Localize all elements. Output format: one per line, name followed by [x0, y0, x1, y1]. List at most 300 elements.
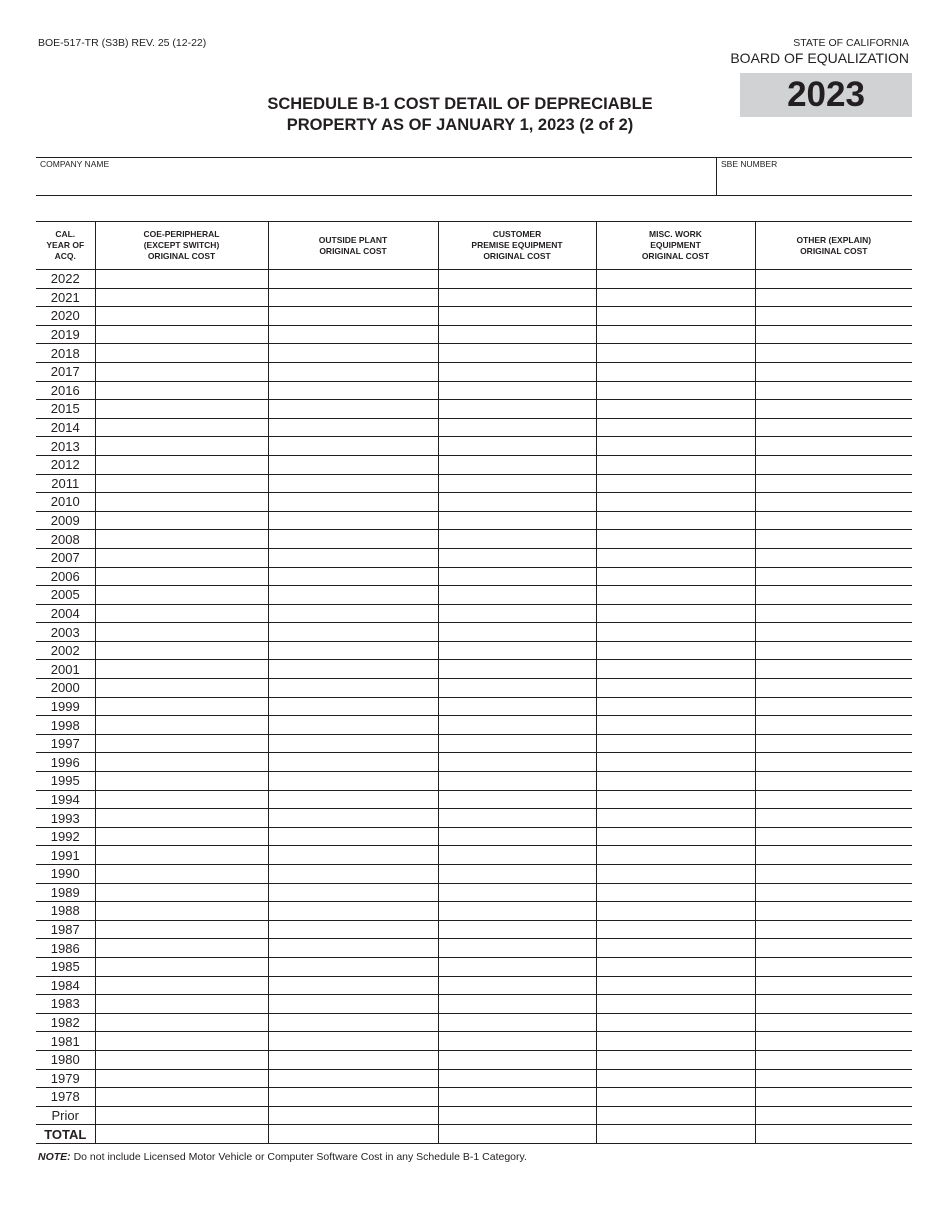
year-cell: 2020	[36, 307, 95, 326]
misc-work-cell[interactable]	[596, 697, 755, 716]
coe-peripheral-cell[interactable]	[95, 1088, 268, 1107]
outside-plant-cell[interactable]	[268, 1013, 438, 1032]
coe-peripheral-cell[interactable]	[95, 753, 268, 772]
total-coe-peripheral-cell[interactable]	[95, 1125, 268, 1144]
coe-peripheral-cell[interactable]	[95, 270, 268, 289]
coe-peripheral-cell[interactable]	[95, 772, 268, 791]
misc-work-cell[interactable]	[596, 1069, 755, 1088]
other-cell[interactable]	[755, 846, 912, 865]
customer-premise-cell[interactable]	[438, 530, 596, 549]
table-row	[36, 827, 912, 846]
year-cell: 2012	[36, 455, 95, 474]
total-label: TOTAL	[36, 1125, 95, 1144]
column-header-line: YEAR OF	[46, 240, 85, 250]
outside-plant-cell[interactable]	[268, 1032, 438, 1051]
customer-premise-cell[interactable]	[438, 902, 596, 921]
customer-premise-cell[interactable]	[438, 827, 596, 846]
customer-premise-cell[interactable]	[438, 455, 596, 474]
misc-work-cell[interactable]	[596, 827, 755, 846]
outside-plant-cell[interactable]	[268, 344, 438, 363]
year-cell: 2008	[36, 530, 95, 549]
misc-work-cell[interactable]	[596, 976, 755, 995]
other-cell[interactable]	[755, 716, 912, 735]
outside-plant-cell[interactable]	[268, 586, 438, 605]
outside-plant-cell[interactable]	[268, 400, 438, 419]
outside-plant-cell[interactable]	[268, 902, 438, 921]
outside-plant-cell[interactable]	[268, 530, 438, 549]
year-cell: 1981	[36, 1032, 95, 1051]
other-cell[interactable]	[755, 270, 912, 289]
column-header-line: CAL.	[55, 229, 76, 239]
table-row	[36, 995, 912, 1014]
other-cell[interactable]	[755, 995, 912, 1014]
total-other-cell[interactable]	[755, 1125, 912, 1144]
misc-work-cell[interactable]	[596, 883, 755, 902]
table-row	[36, 511, 912, 530]
outside-plant-cell[interactable]	[268, 362, 438, 381]
other-cell[interactable]	[755, 920, 912, 939]
coe-peripheral-cell[interactable]	[95, 920, 268, 939]
year-cell: 1993	[36, 809, 95, 828]
column-header-line: PREMISE EQUIPMENT	[471, 240, 563, 250]
customer-premise-cell[interactable]	[438, 1032, 596, 1051]
customer-premise-cell[interactable]	[438, 920, 596, 939]
year-cell: 1987	[36, 920, 95, 939]
misc-work-cell[interactable]	[596, 995, 755, 1014]
year-cell: 1988	[36, 902, 95, 921]
total-outside-plant-cell[interactable]	[268, 1125, 438, 1144]
customer-premise-cell[interactable]	[438, 809, 596, 828]
coe-peripheral-cell[interactable]	[95, 474, 268, 493]
coe-peripheral-cell[interactable]	[95, 865, 268, 884]
coe-peripheral-cell[interactable]	[95, 1050, 268, 1069]
customer-premise-cell[interactable]	[438, 1050, 596, 1069]
outside-plant-cell[interactable]	[268, 772, 438, 791]
misc-work-cell[interactable]	[596, 530, 755, 549]
customer-premise-cell[interactable]	[438, 586, 596, 605]
customer-premise-cell[interactable]	[438, 846, 596, 865]
other-cell[interactable]	[755, 790, 912, 809]
note-text: Do not include Licensed Motor Vehicle or Computer Software Cost in any Schedule B-1 Category.	[70, 1151, 527, 1163]
misc-work-cell[interactable]	[596, 325, 755, 344]
other-cell[interactable]	[755, 288, 912, 307]
coe-peripheral-cell[interactable]	[95, 827, 268, 846]
customer-premise-cell[interactable]	[438, 790, 596, 809]
other-cell[interactable]	[755, 957, 912, 976]
other-cell[interactable]	[755, 511, 912, 530]
outside-plant-cell[interactable]	[268, 939, 438, 958]
misc-work-cell[interactable]	[596, 344, 755, 363]
outside-plant-cell[interactable]	[268, 753, 438, 772]
outside-plant-cell[interactable]	[268, 474, 438, 493]
year-cell: 1990	[36, 865, 95, 884]
misc-work-cell[interactable]	[596, 474, 755, 493]
coe-peripheral-cell[interactable]	[95, 548, 268, 567]
year-cell: 1997	[36, 734, 95, 753]
year-cell: 1979	[36, 1069, 95, 1088]
customer-premise-cell[interactable]	[438, 1106, 596, 1125]
outside-plant-cell[interactable]	[268, 920, 438, 939]
misc-work-cell[interactable]	[596, 437, 755, 456]
other-cell[interactable]	[755, 753, 912, 772]
coe-peripheral-cell[interactable]	[95, 418, 268, 437]
customer-premise-cell[interactable]	[438, 957, 596, 976]
outside-plant-cell[interactable]	[268, 883, 438, 902]
misc-work-cell[interactable]	[596, 381, 755, 400]
outside-plant-cell[interactable]	[268, 679, 438, 698]
outside-plant-cell[interactable]	[268, 1069, 438, 1088]
year-cell: 2002	[36, 641, 95, 660]
other-cell[interactable]	[755, 344, 912, 363]
other-cell[interactable]	[755, 827, 912, 846]
sbe-number-field[interactable]	[716, 158, 912, 195]
misc-work-cell[interactable]	[596, 455, 755, 474]
customer-premise-cell[interactable]	[438, 679, 596, 698]
misc-work-cell[interactable]	[596, 1088, 755, 1107]
other-cell[interactable]	[755, 493, 912, 512]
form-id: BOE-517-TR (S3B) REV. 25 (12-22)	[38, 37, 207, 49]
outside-plant-cell[interactable]	[268, 734, 438, 753]
coe-peripheral-cell[interactable]	[95, 493, 268, 512]
coe-peripheral-cell[interactable]	[95, 437, 268, 456]
company-name-label: COMPANY NAME	[40, 159, 110, 169]
other-cell[interactable]	[755, 362, 912, 381]
misc-work-cell[interactable]	[596, 1013, 755, 1032]
note-label: NOTE:	[38, 1151, 71, 1163]
other-cell[interactable]	[755, 1013, 912, 1032]
other-cell[interactable]	[755, 641, 912, 660]
misc-work-cell[interactable]	[596, 548, 755, 567]
customer-premise-cell[interactable]	[438, 1013, 596, 1032]
coe-peripheral-cell[interactable]	[95, 660, 268, 679]
customer-premise-cell[interactable]	[438, 865, 596, 884]
misc-work-cell[interactable]	[596, 270, 755, 289]
table-row	[36, 697, 912, 716]
column-header-line: ACQ.	[54, 251, 76, 261]
table-row	[36, 772, 912, 791]
coe-peripheral-cell[interactable]	[95, 995, 268, 1014]
coe-peripheral-cell[interactable]	[95, 604, 268, 623]
customer-premise-cell[interactable]	[438, 288, 596, 307]
column-header-line: OTHER (EXPLAIN)	[796, 234, 872, 245]
coe-peripheral-cell[interactable]	[95, 307, 268, 326]
outside-plant-cell[interactable]	[268, 270, 438, 289]
other-cell[interactable]	[755, 567, 912, 586]
table-row	[36, 920, 912, 939]
other-cell[interactable]	[755, 734, 912, 753]
misc-work-cell[interactable]	[596, 288, 755, 307]
misc-work-cell[interactable]	[596, 307, 755, 326]
customer-premise-cell[interactable]	[438, 362, 596, 381]
coe-peripheral-cell[interactable]	[95, 641, 268, 660]
other-cell[interactable]	[755, 1050, 912, 1069]
other-cell[interactable]	[755, 1106, 912, 1125]
other-cell[interactable]	[755, 883, 912, 902]
misc-work-cell[interactable]	[596, 1032, 755, 1051]
customer-premise-cell[interactable]	[438, 567, 596, 586]
total-customer-premise-cell[interactable]	[438, 1125, 596, 1144]
year-cell: 1996	[36, 753, 95, 772]
coe-peripheral-cell[interactable]	[95, 400, 268, 419]
customer-premise-cell[interactable]	[438, 697, 596, 716]
outside-plant-cell[interactable]	[268, 827, 438, 846]
outside-plant-cell[interactable]	[268, 957, 438, 976]
customer-premise-cell[interactable]	[438, 1088, 596, 1107]
misc-work-cell[interactable]	[596, 586, 755, 605]
misc-work-cell[interactable]	[596, 846, 755, 865]
misc-work-cell[interactable]	[596, 418, 755, 437]
table-row	[36, 325, 912, 344]
company-name-field[interactable]	[36, 158, 716, 195]
coe-peripheral-cell[interactable]	[95, 1032, 268, 1051]
coe-peripheral-cell[interactable]	[95, 957, 268, 976]
table-row	[36, 809, 912, 828]
coe-peripheral-cell[interactable]	[95, 567, 268, 586]
misc-work-cell[interactable]	[596, 809, 755, 828]
other-cell[interactable]	[755, 809, 912, 828]
other-cell[interactable]	[755, 772, 912, 791]
outside-plant-cell[interactable]	[268, 697, 438, 716]
outside-plant-cell[interactable]	[268, 641, 438, 660]
customer-premise-cell[interactable]	[438, 734, 596, 753]
customer-premise-cell[interactable]	[438, 772, 596, 791]
outside-plant-cell[interactable]	[268, 604, 438, 623]
coe-peripheral-cell[interactable]	[95, 1013, 268, 1032]
customer-premise-cell[interactable]	[438, 753, 596, 772]
other-cell[interactable]	[755, 381, 912, 400]
customer-premise-cell[interactable]	[438, 418, 596, 437]
customer-premise-cell[interactable]	[438, 883, 596, 902]
identification-row	[36, 157, 912, 196]
customer-premise-cell[interactable]	[438, 381, 596, 400]
coe-peripheral-cell[interactable]	[95, 697, 268, 716]
misc-work-cell[interactable]	[596, 660, 755, 679]
table-row	[36, 1013, 912, 1032]
outside-plant-cell[interactable]	[268, 623, 438, 642]
customer-premise-cell[interactable]	[438, 493, 596, 512]
year-cell: 2007	[36, 548, 95, 567]
outside-plant-cell[interactable]	[268, 790, 438, 809]
year-cell: 1982	[36, 1013, 95, 1032]
customer-premise-cell[interactable]	[438, 939, 596, 958]
outside-plant-cell[interactable]	[268, 288, 438, 307]
customer-premise-cell[interactable]	[438, 325, 596, 344]
outside-plant-cell[interactable]	[268, 567, 438, 586]
table-row	[36, 344, 912, 363]
year-cell: 2009	[36, 511, 95, 530]
other-cell[interactable]	[755, 976, 912, 995]
misc-work-cell[interactable]	[596, 493, 755, 512]
customer-premise-cell[interactable]	[438, 716, 596, 735]
outside-plant-cell[interactable]	[268, 455, 438, 474]
year-column-header	[36, 222, 95, 270]
other-cell[interactable]	[755, 474, 912, 493]
year-cell: 2021	[36, 288, 95, 307]
misc-work-cell[interactable]	[596, 362, 755, 381]
table-row	[36, 902, 912, 921]
customer-premise-cell[interactable]	[438, 623, 596, 642]
misc-work-cell[interactable]	[596, 641, 755, 660]
coe-peripheral-cell[interactable]	[95, 344, 268, 363]
misc-work-cell[interactable]	[596, 902, 755, 921]
year-cell: 2019	[36, 325, 95, 344]
misc-work-cell[interactable]	[596, 957, 755, 976]
table-row	[36, 381, 912, 400]
misc-work-cell[interactable]	[596, 920, 755, 939]
other-cell[interactable]	[755, 623, 912, 642]
customer-premise-cell[interactable]	[438, 344, 596, 363]
table-row	[36, 660, 912, 679]
other-cell[interactable]	[755, 548, 912, 567]
coe-peripheral-cell[interactable]	[95, 846, 268, 865]
title-line-1: SCHEDULE B-1 COST DETAIL OF DEPRECIABLE	[267, 95, 653, 113]
other-cell[interactable]	[755, 437, 912, 456]
other-cell[interactable]	[755, 697, 912, 716]
other-cell[interactable]	[755, 902, 912, 921]
misc-work-cell[interactable]	[596, 400, 755, 419]
table-row	[36, 641, 912, 660]
outside-plant-cell[interactable]	[268, 1106, 438, 1125]
misc-work-cell[interactable]	[596, 567, 755, 586]
outside-plant-cell[interactable]	[268, 325, 438, 344]
customer-premise-cell[interactable]	[438, 641, 596, 660]
other-cell[interactable]	[755, 530, 912, 549]
misc-work-cell[interactable]	[596, 939, 755, 958]
other-cell[interactable]	[755, 865, 912, 884]
outside-plant-cell[interactable]	[268, 1088, 438, 1107]
coe-peripheral-cell[interactable]	[95, 1106, 268, 1125]
coe-peripheral-cell[interactable]	[95, 511, 268, 530]
customer-premise-cell[interactable]	[438, 660, 596, 679]
misc-work-cell[interactable]	[596, 511, 755, 530]
misc-work-cell[interactable]	[596, 753, 755, 772]
other-cell[interactable]	[755, 418, 912, 437]
customer-premise-cell[interactable]	[438, 270, 596, 289]
outside-plant-cell[interactable]	[268, 846, 438, 865]
table-row	[36, 530, 912, 549]
misc-work-cell[interactable]	[596, 790, 755, 809]
total-misc-work-cell[interactable]	[596, 1125, 755, 1144]
coe-peripheral-cell[interactable]	[95, 809, 268, 828]
coe-peripheral-cell[interactable]	[95, 381, 268, 400]
table-row	[36, 1032, 912, 1051]
other-cell[interactable]	[755, 1088, 912, 1107]
table-row	[36, 957, 912, 976]
customer-premise-cell[interactable]	[438, 307, 596, 326]
other-cell[interactable]	[755, 400, 912, 419]
outside-plant-cell[interactable]	[268, 381, 438, 400]
other-cell[interactable]	[755, 660, 912, 679]
coe-peripheral-cell[interactable]	[95, 1069, 268, 1088]
coe-peripheral-cell[interactable]	[95, 362, 268, 381]
other-cell[interactable]	[755, 307, 912, 326]
customer-premise-cell[interactable]	[438, 400, 596, 419]
table-row	[36, 716, 912, 735]
outside-plant-cell[interactable]	[268, 809, 438, 828]
outside-plant-cell[interactable]	[268, 493, 438, 512]
year-cell: 1995	[36, 772, 95, 791]
column-header-line: MISC. WORK	[649, 229, 702, 239]
other-cell[interactable]	[755, 1069, 912, 1088]
outside-plant-cell[interactable]	[268, 1050, 438, 1069]
customer-premise-cell[interactable]	[438, 604, 596, 623]
outside-plant-cell[interactable]	[268, 716, 438, 735]
table-row	[36, 734, 912, 753]
customer-premise-cell[interactable]	[438, 976, 596, 995]
misc-work-cell[interactable]	[596, 734, 755, 753]
misc-work-cell[interactable]	[596, 1106, 755, 1125]
misc-work-cell[interactable]	[596, 604, 755, 623]
outside-plant-cell[interactable]	[268, 660, 438, 679]
coe-peripheral-cell[interactable]	[95, 734, 268, 753]
coe-peripheral-cell[interactable]	[95, 679, 268, 698]
coe-peripheral-cell[interactable]	[95, 883, 268, 902]
misc-work-cell[interactable]	[596, 772, 755, 791]
coe-peripheral-cell[interactable]	[95, 325, 268, 344]
coe-peripheral-cell[interactable]	[95, 455, 268, 474]
coe-peripheral-cell[interactable]	[95, 790, 268, 809]
table-row	[36, 939, 912, 958]
misc-work-cell[interactable]	[596, 623, 755, 642]
customer-premise-cell[interactable]	[438, 511, 596, 530]
column-header-line: OUTSIDE PLANT	[318, 234, 388, 245]
outside-plant-cell[interactable]	[268, 437, 438, 456]
table-row	[36, 976, 912, 995]
outside-plant-cell[interactable]	[268, 865, 438, 884]
other-cell[interactable]	[755, 604, 912, 623]
column-header-line: ORIGINAL COST	[800, 245, 868, 256]
coe-peripheral-cell[interactable]	[95, 976, 268, 995]
misc-work-cell[interactable]	[596, 679, 755, 698]
other-cell[interactable]	[755, 325, 912, 344]
outside-plant-cell[interactable]	[268, 307, 438, 326]
table-row	[36, 679, 912, 698]
table-row	[36, 418, 912, 437]
year-cell: 1991	[36, 846, 95, 865]
other-cell[interactable]	[755, 455, 912, 474]
customer-premise-cell[interactable]	[438, 474, 596, 493]
outside-plant-cell[interactable]	[268, 548, 438, 567]
coe-peripheral-cell[interactable]	[95, 288, 268, 307]
outside-plant-cell[interactable]	[268, 976, 438, 995]
coe-peripheral-cell[interactable]	[95, 586, 268, 605]
cost-detail-table	[36, 221, 912, 1144]
customer-premise-cell[interactable]	[438, 995, 596, 1014]
other-cell[interactable]	[755, 1032, 912, 1051]
table-row	[36, 474, 912, 493]
customer-premise-cell[interactable]	[438, 1069, 596, 1088]
outside-plant-cell[interactable]	[268, 418, 438, 437]
table-row	[36, 400, 912, 419]
outside-plant-cell[interactable]	[268, 511, 438, 530]
table-row	[36, 455, 912, 474]
coe-peripheral-cell[interactable]	[95, 623, 268, 642]
coe-peripheral-cell[interactable]	[95, 530, 268, 549]
coe-peripheral-cell[interactable]	[95, 716, 268, 735]
coe-peripheral-cell[interactable]	[95, 902, 268, 921]
coe-peripheral-cell[interactable]	[95, 939, 268, 958]
customer-premise-cell[interactable]	[438, 437, 596, 456]
year-cell: 1980	[36, 1050, 95, 1069]
outside-plant-cell[interactable]	[268, 995, 438, 1014]
other-cell[interactable]	[755, 586, 912, 605]
other-cell[interactable]	[755, 679, 912, 698]
misc-work-cell[interactable]	[596, 1050, 755, 1069]
misc-work-cell[interactable]	[596, 716, 755, 735]
misc-work-cell[interactable]	[596, 865, 755, 884]
customer-premise-cell[interactable]	[438, 548, 596, 567]
other-cell[interactable]	[755, 939, 912, 958]
